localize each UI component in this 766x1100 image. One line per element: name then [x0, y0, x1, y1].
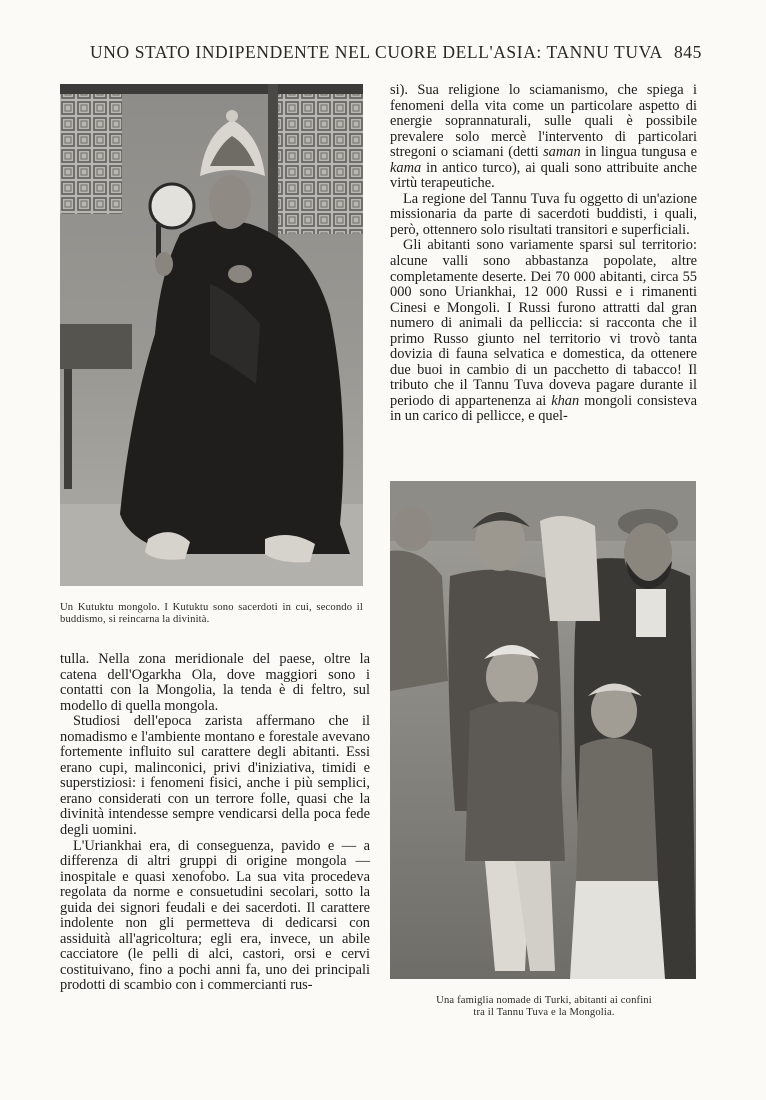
left-paragraph-1: tulla. Nella zona meridionale del paese, oltre la catena dell'Ogarkha Ola, dove maggiori sono i contatti con la Mongolia, la tenda è di feltro, sul modello di quella mongola.: [60, 651, 370, 714]
nomad-caption-line-1: Una famiglia nomade di Turki, abitanti ai confini: [436, 995, 652, 1006]
page-number: 845: [673, 42, 702, 62]
kutuktu-caption: Un Kutuktu mongolo. I Kutuktu sono sacerdoti in cui, secondo il buddismo, si reincarna la divinità.: [60, 602, 363, 625]
term-saman: saman: [543, 144, 581, 161]
term-kama: kama: [390, 159, 422, 176]
right-paragraph-3: Gli abitanti sono variamente sparsi sul territorio: alcune valli sono abbastanza popolate, altre completamente deserte. Dei 70 000 abitanti, circa 55 000 sono Uriankhai, 12 000 Russi e i rimanenti Cinesi e Mongoli. I Russi furono attratti dal gran numero di animali da pelliccia: si racconta che il primo Russo giunto nel territorio vi trovò tanta dovizia di fauna selvatica e domestica, da ottenere due buoi in cambio di un pacchetto di tabacco! Il tributo che il Tannu Tuva doveva pagare durante il periodo di appartenenza ai khan mongoli consisteva in un carico di pellicce, e quel-: [390, 237, 697, 425]
running-header: [90, 42, 702, 66]
left-column: [60, 652, 370, 994]
right-paragraph-1: si). Sua religione lo sciamanismo, che spiega i fenomeni della vita come un particolare aspetto di energie soprannaturali, sulle quali è possibile prevalere solo mercè l'intervento di particolari stregoni o sciamani (detti saman in lingua tungusa e kama in antico turco), ai quali sono attribuite anche virtù terapeutiche.: [390, 82, 697, 192]
term-khan: khan: [551, 392, 580, 409]
right-column: [390, 83, 697, 425]
nomad-caption-line-2: tra il Tannu Tuva e la Mongolia.: [473, 1007, 615, 1018]
right-paragraph-2: La regione del Tannu Tuva fu oggetto di un'azione missionaria da parte di sacerdoti buddisti, i quali, però, ottennero solo risultati transitori e superficiali.: [390, 190, 697, 238]
left-paragraph-2: Studiosi dell'epoca zarista affermano che il nomadismo e l'ambiente montano e forestale avevano fortemente influito sul carattere degli abitanti. Essi erano cupi, malinconici, privi d'iniziativa, timidi e superstiziosi: i fenomeni fisici, anche i più semplici, erano considerati con un terrore folle, quasi che la divinità intendesse sempre vendicarsi della poca fede degli uomini.: [60, 713, 370, 839]
nomad-family-caption: [386, 995, 702, 1019]
left-paragraph-3: L'Uriankhai era, di conseguenza, pavido e — a differenza di altri gruppi di origine mongola — inospitale e quasi xenofobo. La sua vita procedeva regolata da norme e consuetudini secolari, sotto la guida dei signori feudali e dei sacerdoti. Il carattere indolente non gli permetteva di dedicarsi con assiduità all'agricoltura; egli era, invece, un abile cacciatore (le pelli di alci, castori, orsi e cervi costituivano, fino a pochi anni fa, uno dei principali prodotti di scambio con i commercianti rus-: [60, 837, 370, 994]
nomad-family-photo: [390, 481, 696, 979]
running-title: UNO STATO INDIPENDENTE NEL CUORE DELL'ASIA: TANNU TUVA: [90, 42, 663, 62]
kutuktu-photo: [60, 84, 363, 586]
